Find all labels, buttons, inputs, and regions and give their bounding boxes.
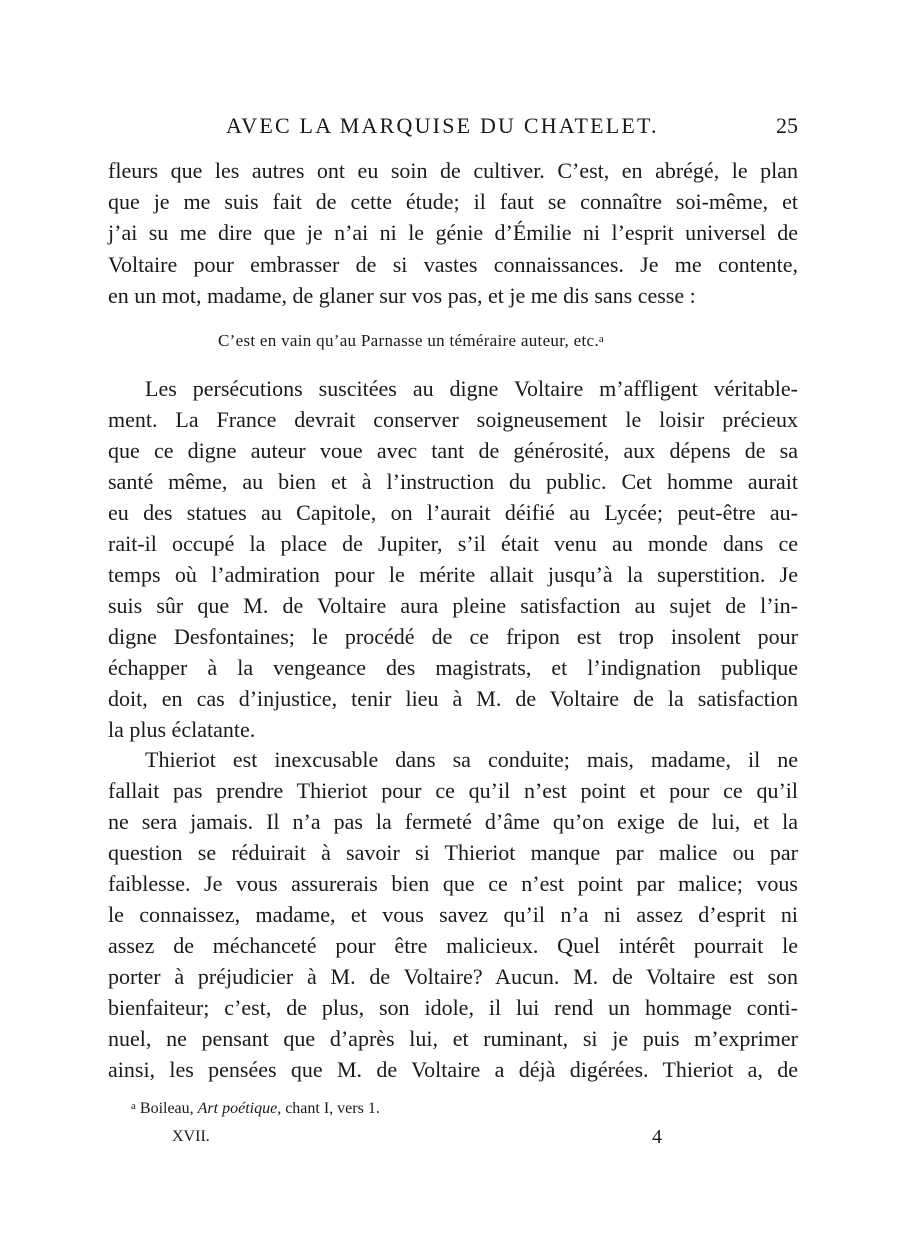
text-line: suis sûr que M. de Voltaire aura pleine satisfaction au sujet de l’in- — [108, 593, 798, 618]
footnote-mark: a — [131, 1100, 136, 1112]
footnote-reference-detail: chant I, vers 1. — [285, 1100, 380, 1117]
text-line: Thieriot est inexcusable dans sa conduite; mais, madame, il ne — [145, 747, 798, 772]
quoted-verse — [218, 326, 604, 354]
text-line: fallait pas prendre Thieriot pour ce qu’il n’est point et pour ce qu’il — [108, 778, 798, 803]
text-line: que je me suis fait de cette étude; il faut se connaître soi-même, et — [108, 189, 798, 214]
text-line: j’ai su me dire que je n’ai ni le génie d’Émilie ni l’esprit universel de — [108, 220, 798, 245]
text-line: la plus éclatante. — [108, 717, 256, 742]
text-line: doit, en cas d’injustice, tenir lieu à M. de Voltaire de la satisfaction — [108, 686, 798, 711]
text-line: nuel, ne pensant que d’après lui, et ruminant, si je puis m’exprimer — [108, 1026, 798, 1051]
text-line: temps où l’admiration pour le mérite allait jusqu’à la superstition. Je — [108, 562, 798, 587]
verse-text: C’est en vain qu’au Parnasse un téméraire auteur, etc. — [218, 331, 599, 350]
text-line: ne sera jamais. Il n’a pas la fermeté d’âme qu’on exige de lui, et la — [108, 809, 798, 834]
text-line: en un mot, madame, de glaner sur vos pas, et je me dis sans cesse : — [108, 283, 696, 308]
volume-signature: XVII. — [172, 1128, 210, 1145]
text-line: assez de méchanceté pour être malicieux. Quel intérêt pourrait le — [108, 933, 798, 958]
text-line: ment. La France devrait conserver soigneusement le loisir précieux — [108, 407, 798, 432]
running-title: AVEC LA MARQUISE DU CHATELET. — [226, 113, 659, 138]
text-line: digne Desfontaines; le procédé de ce fripon est trop insolent pour — [108, 624, 798, 649]
text-line: Les persécutions suscitées au digne Voltaire m’affligent véritable- — [145, 376, 798, 401]
text-line: Voltaire pour embrasser de si vastes connaissances. Je me contente, — [108, 252, 798, 277]
text-line: question se réduirait à savoir si Thieriot manque par malice ou par — [108, 840, 798, 865]
text-line: eu des statues au Capitole, on l’aurait déifié au Lycée; peut-être au- — [108, 500, 798, 525]
footnote-reference: a — [598, 333, 605, 345]
text-line: échapper à la vengeance des magistrats, et l’indignation publique — [108, 655, 798, 680]
text-line: rait-il occupé la place de Jupiter, s’il était venu au monde dans ce — [108, 531, 798, 556]
text-line: bienfaiteur; c’est, de plus, son idole, il lui rend un hommage conti- — [108, 995, 798, 1020]
page-number: 25 — [776, 113, 798, 138]
text-line: santé même, au bien et à l’instruction du public. Cet homme aurait — [108, 469, 798, 494]
running-head — [108, 113, 798, 143]
signature-number: 4 — [652, 1126, 662, 1148]
text-line: fleurs que les autres ont eu soin de cultiver. C’est, en abrégé, le plan — [108, 158, 798, 183]
text-line: le connaissez, madame, et vous savez qu’il n’a ni assez d’esprit ni — [108, 902, 798, 927]
text-line: faiblesse. Je vous assurerais bien que ce n’est point par malice; vous — [108, 871, 798, 896]
footnote-work-title: Art poétique, — [197, 1100, 282, 1117]
footnote — [131, 1095, 380, 1120]
text-line: porter à préjudicier à M. de Voltaire? Aucun. M. de Voltaire est son — [108, 964, 798, 989]
footnote-author: Boileau, — [139, 1100, 194, 1117]
text-line: ainsi, les pensées que M. de Voltaire a déjà digérées. Thieriot a, de — [108, 1057, 798, 1082]
text-line: que ce digne auteur voue avec tant de générosité, aux dépens de sa — [108, 438, 798, 463]
